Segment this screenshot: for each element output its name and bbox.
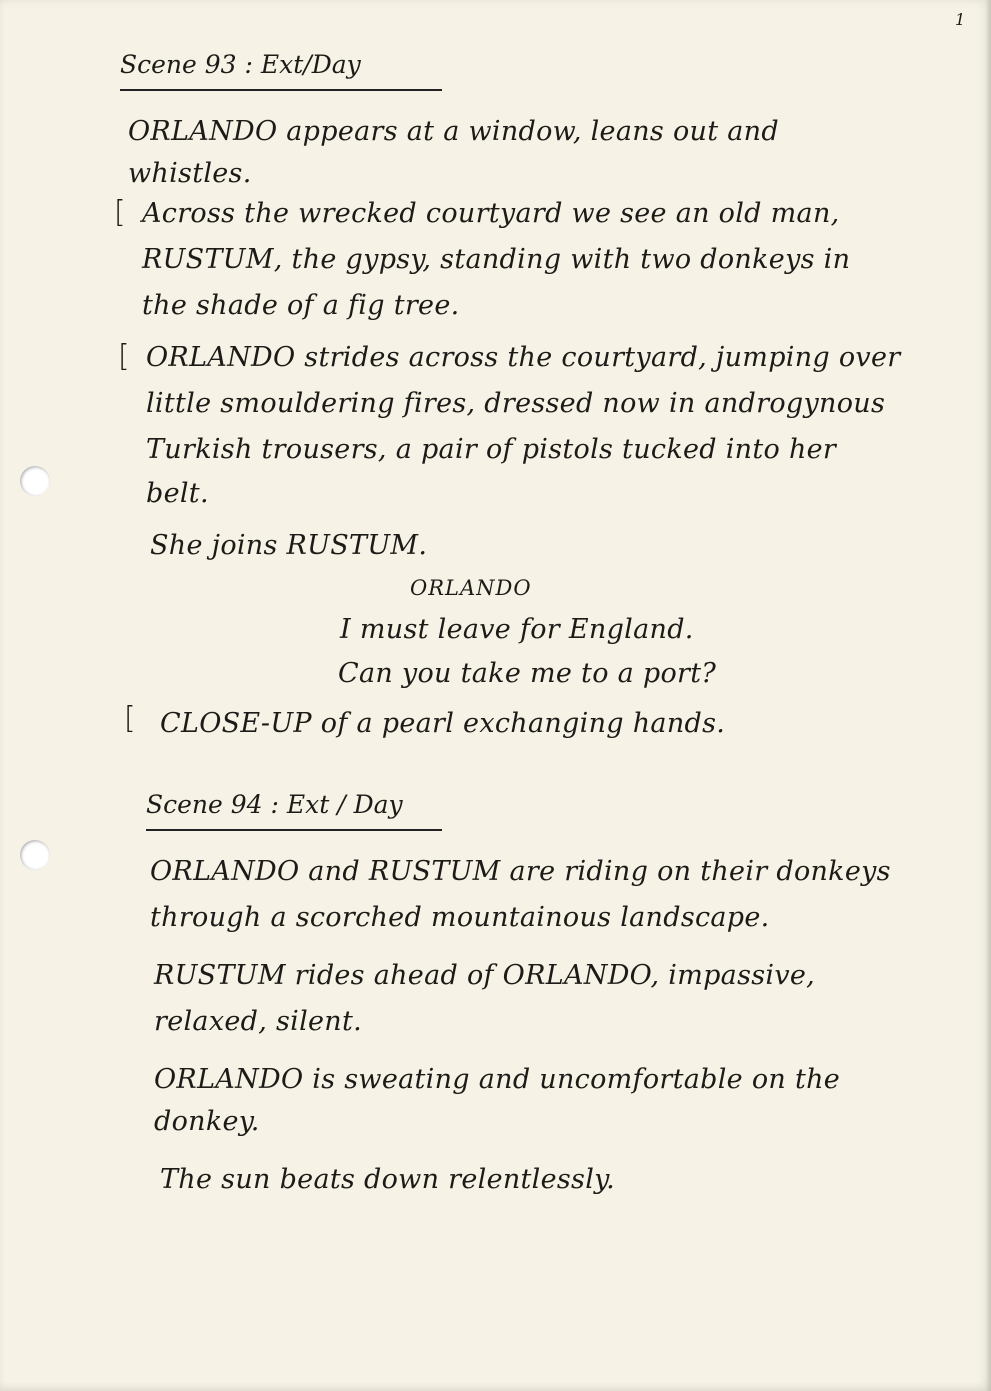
closing-shot: CLOSE-UP of a pearl exchanging hands.: [160, 708, 726, 739]
scene-93-line: the shade of a fig tree.: [142, 290, 460, 321]
dialogue-line: Can you take me to a port?: [338, 658, 717, 689]
scene-94-line: The sun beats down relentlessly.: [160, 1164, 615, 1195]
page-edge-shadow: [985, 0, 991, 1391]
scene-94-line: relaxed, silent.: [154, 1006, 362, 1037]
margin-bracket: [: [124, 701, 136, 736]
scene-93-heading: Scene 93 : Ext/Day: [120, 52, 442, 91]
dialogue-line: I must leave for England.: [340, 614, 694, 645]
punch-hole: [20, 466, 50, 496]
scene-93-line: ORLANDO strides across the courtyard, jumping over: [146, 342, 901, 373]
scene-93-line: She joins RUSTUM.: [150, 530, 428, 561]
scene-94-heading: Scene 94 : Ext / Day: [146, 792, 442, 831]
margin-bracket: [: [118, 339, 130, 374]
scene-93-line: whistles.: [128, 158, 252, 189]
dialogue-character: ORLANDO: [410, 576, 532, 600]
margin-bracket: [: [114, 195, 126, 230]
scene-93-line: little smouldering fires, dressed now in androgynous: [146, 388, 886, 419]
punch-hole: [20, 840, 50, 870]
scene-93-line: RUSTUM, the gypsy, standing with two donkeys in: [142, 244, 851, 275]
scene-94-line: donkey.: [154, 1106, 260, 1137]
scene-94-line: ORLANDO is sweating and uncomfortable on the: [154, 1064, 841, 1095]
scene-93-line: Across the wrecked courtyard we see an old man,: [142, 198, 840, 229]
scene-94-line: through a scorched mountainous landscape.: [150, 902, 770, 933]
scene-94-line: ORLANDO and RUSTUM are riding on their donkeys: [150, 856, 891, 887]
scene-93-line: belt.: [146, 478, 209, 509]
scene-94-line: RUSTUM rides ahead of ORLANDO, impassive,: [154, 960, 816, 991]
page-number: 1: [955, 10, 966, 29]
scene-93-line: Turkish trousers, a pair of pistols tucked into her: [146, 434, 837, 465]
scene-93-line: ORLANDO appears at a window, leans out and: [128, 116, 779, 147]
